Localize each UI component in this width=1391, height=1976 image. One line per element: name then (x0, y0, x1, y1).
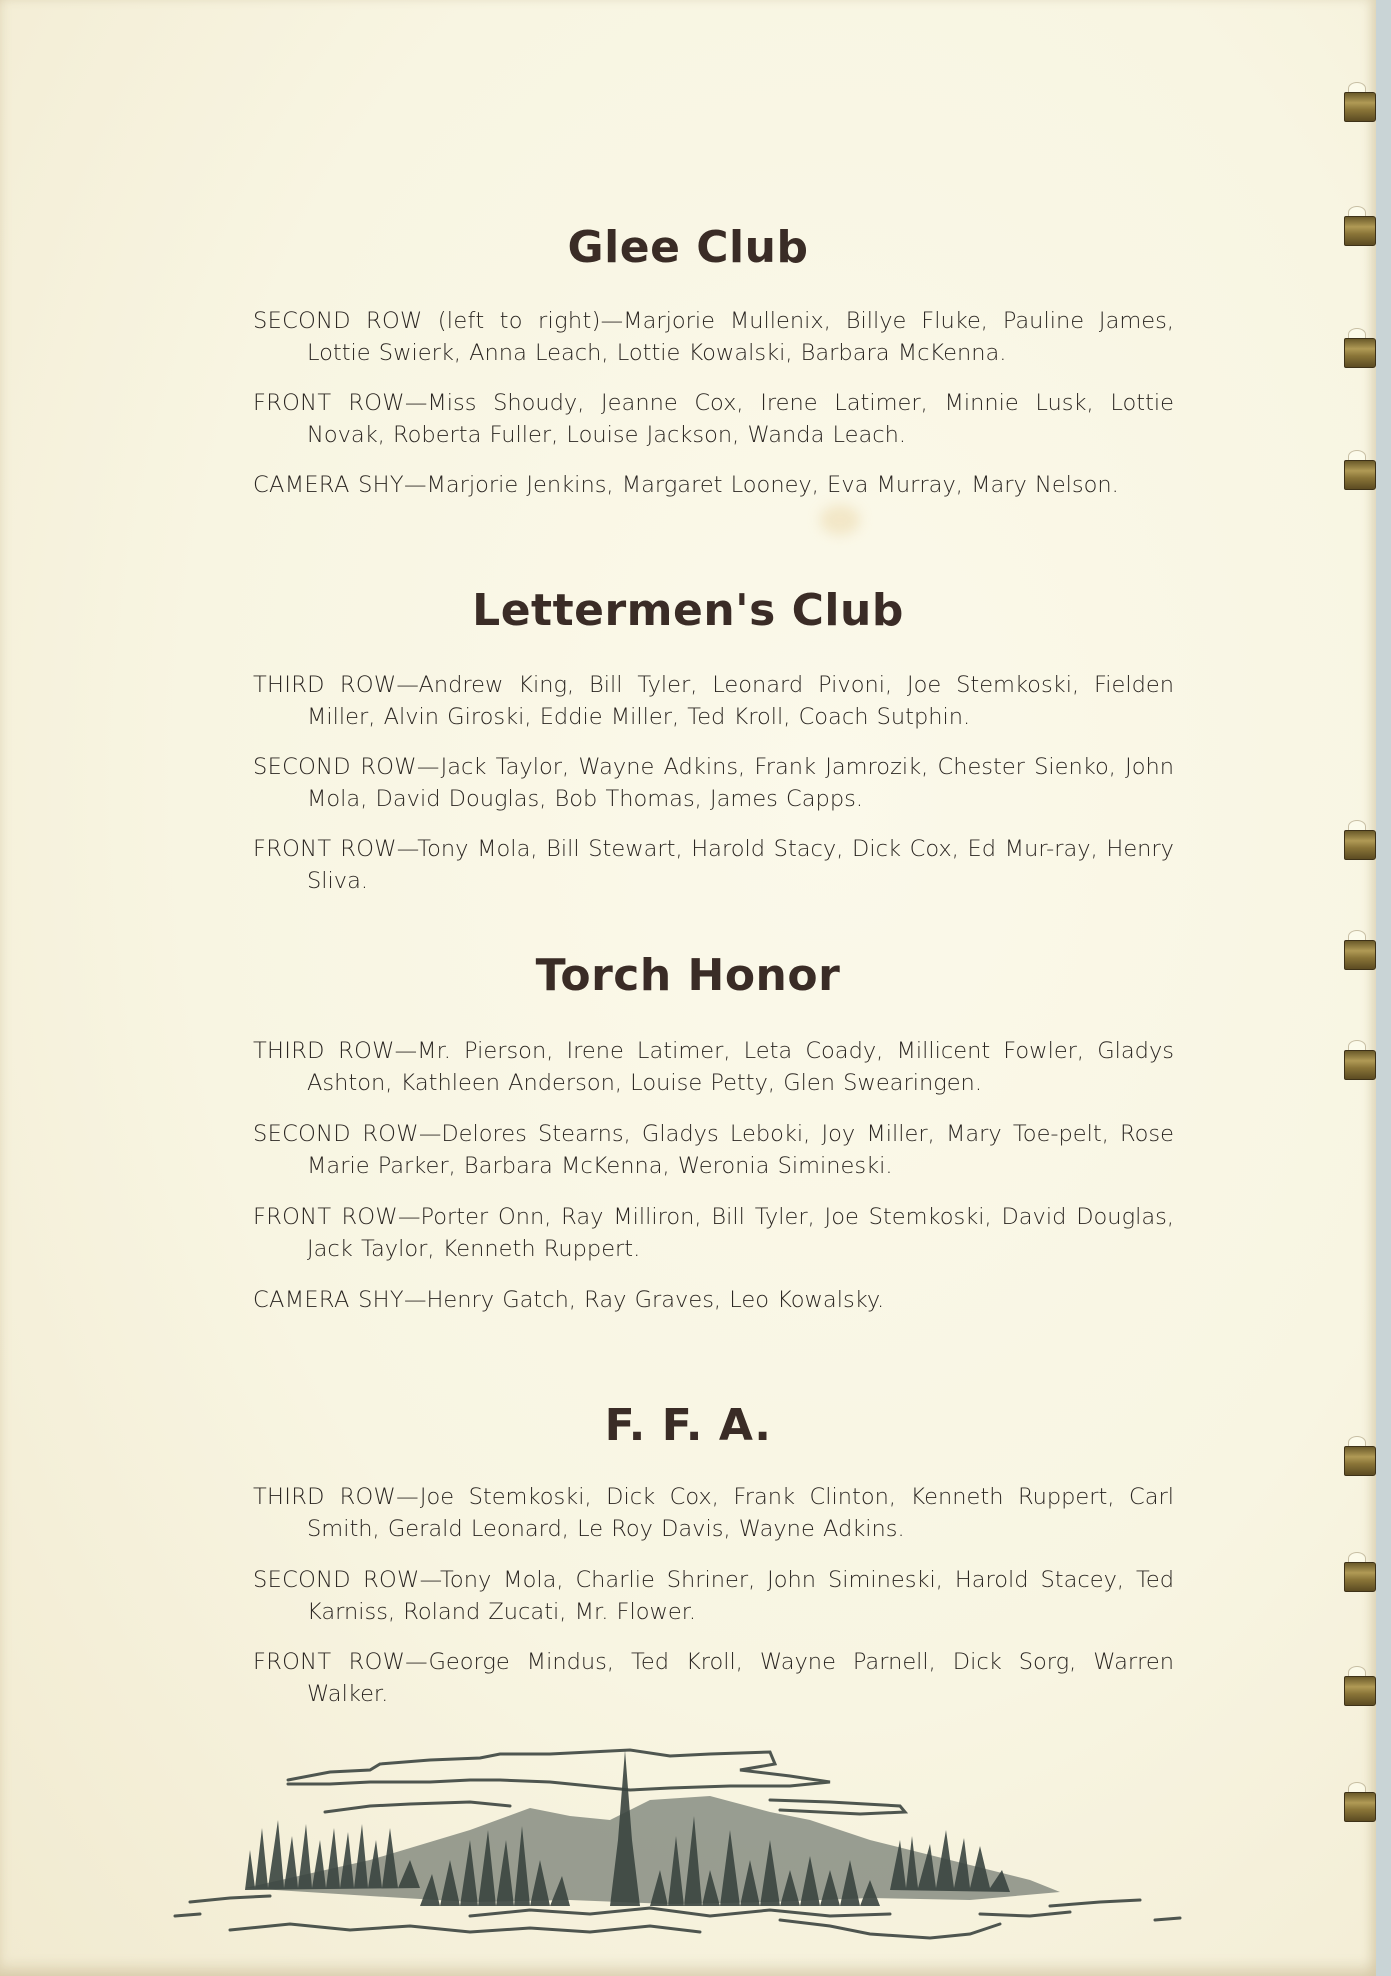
entry-ffa-second-row (253, 1564, 1174, 1628)
binding-ring-icon (1344, 826, 1378, 860)
section-title-lettermens-club: Lettermen's Club (472, 585, 904, 636)
dash: — (403, 472, 427, 498)
row-names: Joe Stemkoski, Dick Cox, Frank Clinton, Kenneth Ruppert, Carl Smith, Gerald Leonard, Le Roy Davis, Wayne Adkins. (307, 1484, 1175, 1542)
binding-ring-icon (1344, 456, 1378, 490)
dash: — (397, 1204, 421, 1230)
dash: — (600, 308, 624, 334)
binding-ring-icon (1344, 936, 1378, 970)
entry-lettermen-second-row (253, 751, 1174, 815)
dash: — (416, 754, 441, 780)
dash: — (418, 1121, 442, 1147)
binding-ring-icon (1344, 1788, 1378, 1822)
row-label: CAMERA SHY (253, 1287, 404, 1313)
dash: — (405, 1649, 429, 1675)
section-title-ffa: F. F. A. (604, 1400, 772, 1451)
row-label: SECOND ROW (253, 1567, 420, 1593)
binding-ring-icon (1344, 334, 1378, 368)
binding-ring-icon (1344, 212, 1378, 246)
dash: — (403, 1287, 427, 1313)
entry-torch-camera-shy (253, 1284, 1174, 1316)
entry-ffa-front-row (253, 1646, 1174, 1710)
row-label: FRONT ROW (253, 390, 405, 416)
island-landscape-illustration (170, 1720, 1220, 1976)
row-names: Andrew King, Bill Tyler, Leonard Pivoni, Joe Stemkoski, Fielden Miller, Alvin Giroski, Eddie Miller, Ted Kroll, Coach Sutphin. (307, 672, 1174, 730)
row-names: Marjorie Jenkins, Margaret Looney, Eva Murray, Mary Nelson. (426, 472, 1119, 498)
row-label: CAMERA SHY (253, 472, 404, 498)
binding-ring-icon (1344, 1558, 1378, 1592)
row-label: THIRD ROW (253, 672, 397, 698)
binding-ring-icon (1344, 1672, 1378, 1706)
row-label: SECOND ROW (253, 754, 417, 780)
row-names: Tony Mola, Charlie Shriner, John Simineski, Harold Stacey, Ted Karniss, Roland Zucati, Mr. Flower. (307, 1567, 1174, 1625)
row-names: Marjorie Mullenix, Billye Fluke, Pauline James, Lottie Swierk, Anna Leach, Lottie Kowalski, Barbara McKenna. (307, 308, 1174, 366)
tree-line (245, 1750, 1010, 1906)
entry-lettermen-front-row (253, 833, 1174, 897)
binding-ring-icon (1344, 1442, 1378, 1476)
dash: — (396, 672, 419, 698)
entry-glee-camera-shy (253, 469, 1174, 501)
row-names: Jack Taylor, Wayne Adkins, Frank Jamrozik, Chester Sienko, John Mola, David Douglas, Bob Thomas, James Capps. (307, 754, 1174, 812)
entry-ffa-third-row (253, 1481, 1174, 1545)
dash: — (396, 836, 418, 862)
section-title-glee-club: Glee Club (567, 222, 809, 273)
dash: — (396, 1484, 420, 1510)
entry-torch-second-row (253, 1118, 1174, 1182)
entry-torch-front-row (253, 1201, 1174, 1265)
row-label: THIRD ROW (253, 1038, 395, 1064)
row-label: FRONT ROW (253, 1649, 406, 1675)
entry-lettermen-third-row (253, 669, 1174, 733)
row-label: SECOND ROW (253, 1121, 419, 1147)
binding-ring-icon (1344, 1046, 1378, 1080)
row-label: FRONT ROW (253, 836, 397, 862)
row-names: Miss Shoudy, Jeanne Cox, Irene Latimer, Minnie Lusk, Lottie Novak, Roberta Fuller, Louise Jackson, Wanda Leach. (307, 390, 1174, 448)
row-label: THIRD ROW (253, 1484, 397, 1510)
row-names: Delores Stearns, Gladys Leboki, Joy Miller, Mary Toe-pelt, Rose Marie Parker, Barbara McKenna, Weronia Simineski. (307, 1121, 1174, 1179)
row-names: Tony Mola, Bill Stewart, Harold Stacy, Dick Cox, Ed Mur-ray, Henry Sliva. (307, 836, 1174, 894)
dash: — (419, 1567, 441, 1593)
entry-glee-front-row (253, 387, 1174, 451)
dash: — (394, 1038, 418, 1064)
row-label: SECOND ROW (left to right) (253, 308, 601, 334)
section-title-torch-honor: Torch Honor (535, 950, 841, 1001)
row-names: George Mindus, Ted Kroll, Wayne Parnell, Dick Sorg, Warren Walker. (307, 1649, 1174, 1707)
row-names: Mr. Pierson, Irene Latimer, Leta Coady, Millicent Fowler, Gladys Ashton, Kathleen Anderson, Louise Petty, Glen Swearingen. (307, 1038, 1174, 1096)
row-names: Porter Onn, Ray Milliron, Bill Tyler, Joe Stemkoski, David Douglas, Jack Taylor, Kenneth Ruppert. (307, 1204, 1174, 1262)
paper-stain (820, 505, 860, 535)
dash: — (404, 390, 428, 416)
row-names: Henry Gatch, Ray Graves, Leo Kowalsky. (426, 1287, 885, 1313)
entry-glee-second-row (253, 305, 1174, 369)
binding-ring-icon (1344, 88, 1378, 122)
entry-torch-third-row (253, 1035, 1174, 1099)
row-label: FRONT ROW (253, 1204, 398, 1230)
